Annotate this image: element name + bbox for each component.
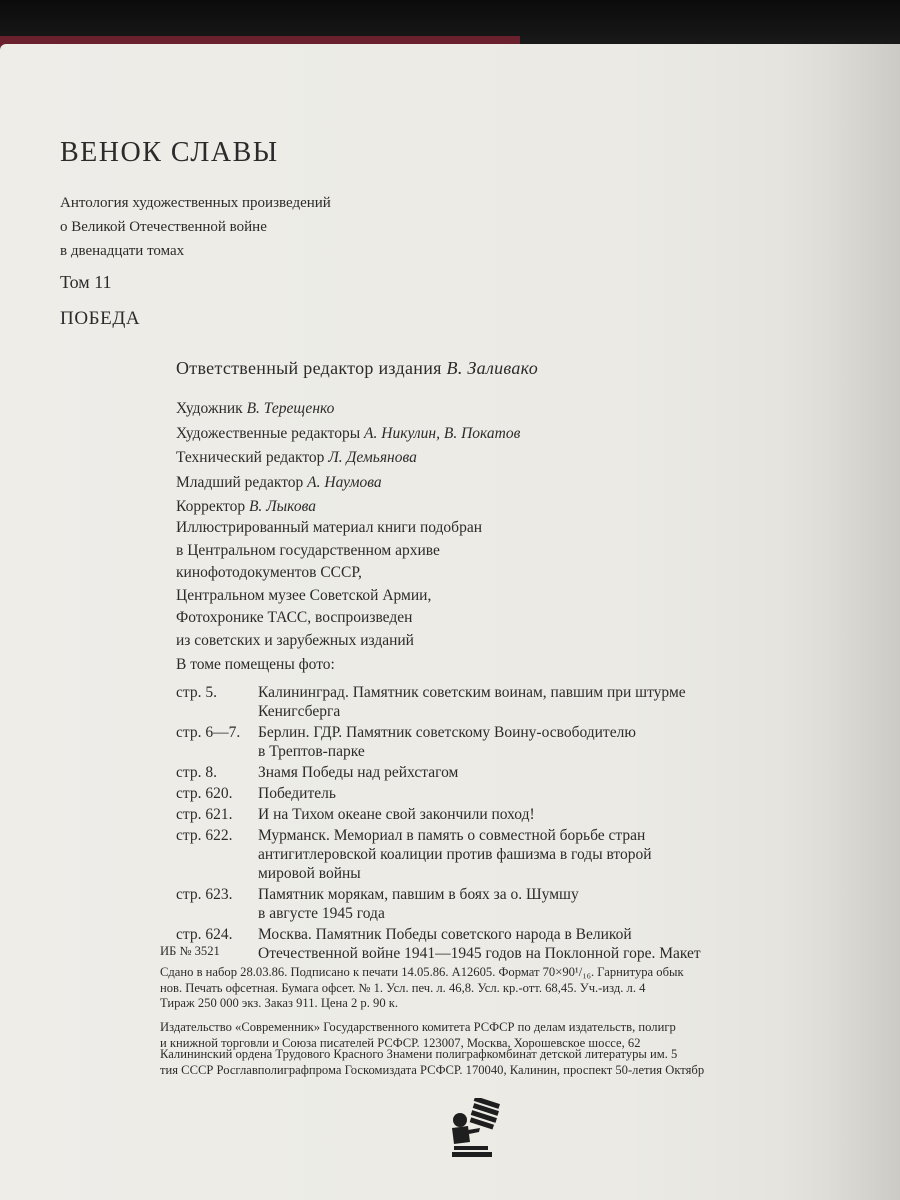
publisher-line: и книжной торговли и Союза писателей РСФСР. 123007, Москва, Хорошевское шоссе, 62 bbox=[160, 1035, 641, 1050]
photo-caption-line: в Трептов-парке bbox=[258, 743, 365, 760]
photo-caption-line: в августе 1945 года bbox=[258, 905, 385, 922]
photo-caption-line: Отечественной войне 1941—1945 годов на Поклонной горе. Макет bbox=[258, 945, 701, 962]
illustrations-line: Иллюстрированный материал книги подобран bbox=[176, 519, 482, 536]
photo-page: стр. 8. bbox=[176, 764, 217, 781]
illustrations-line: Центральном музее Советской Армии, bbox=[176, 586, 432, 604]
credit-role: Технический редактор bbox=[176, 449, 325, 466]
publisher-logo-icon bbox=[446, 1098, 504, 1160]
illustrations-line: из советских и зарубежных изданий bbox=[176, 631, 414, 649]
photo-caption bbox=[258, 826, 652, 883]
photo-page: стр. 620. bbox=[176, 785, 233, 802]
credit-row bbox=[176, 422, 520, 447]
chief-editor-name: В. Заливако bbox=[446, 358, 539, 378]
print-info-line: Сдано в набор 28.03.86. Подписано к печати 14.05.86. А12605. Формат 70×90¹/₁₆. Гарнитура обык bbox=[160, 965, 684, 979]
printer-info bbox=[160, 1047, 704, 1078]
subtitle-line: Антология художественных произведений bbox=[60, 195, 331, 211]
printer-line: тия СССР Росглавполиграфпрома Госкомиздата РСФСР. 170040, Калинин, проспект 50-летия Октябр bbox=[160, 1062, 705, 1077]
photo-item bbox=[176, 784, 896, 803]
photo-page: стр. 624. bbox=[176, 926, 233, 943]
printer-line: Калининский ордена Трудового Красного Знамени полиграфкомбинат детской литературы им. 5 bbox=[160, 1047, 678, 1061]
photo-page: стр. 622. bbox=[176, 827, 233, 844]
chief-editor-label: Ответственный редактор издания bbox=[176, 358, 442, 378]
credit-name: Л. Демьянова bbox=[328, 449, 417, 466]
illustrations-line: в Центральном государственном архиве bbox=[176, 541, 440, 559]
photo-item bbox=[176, 925, 896, 963]
credit-row bbox=[176, 446, 520, 471]
photo-caption-line: Мурманск. Мемориал в память о совместной борьбе стран bbox=[258, 827, 646, 844]
photo-caption-line: Москва. Памятник Победы советского народа в Великой bbox=[258, 926, 632, 943]
photo-page: стр. 5. bbox=[176, 684, 217, 701]
photos-heading: В томе помещены фото: bbox=[176, 656, 335, 673]
volume-title: ПОБЕДА bbox=[60, 308, 141, 329]
credit-row bbox=[176, 495, 520, 520]
photo-page: стр. 621. bbox=[176, 806, 233, 823]
print-info bbox=[160, 965, 684, 1012]
photo-item bbox=[176, 683, 896, 721]
ib-number: ИБ № 3521 bbox=[160, 944, 220, 958]
credit-name: В. Терещенко bbox=[246, 400, 335, 417]
photo-caption bbox=[258, 763, 458, 782]
photo-item bbox=[176, 723, 896, 761]
photo-caption-line: Знамя Победы над рейхстагом bbox=[258, 764, 459, 781]
photo-item bbox=[176, 763, 896, 782]
photo-caption bbox=[258, 885, 579, 923]
illustrations-line: кинофотодокументов СССР, bbox=[176, 564, 362, 581]
photo-caption bbox=[258, 683, 686, 721]
photo-caption bbox=[258, 784, 336, 803]
photo-caption-line: антигитлеровской коалиции против фашизма в годы второй bbox=[258, 846, 652, 863]
credit-name: В. Лыкова bbox=[248, 498, 316, 515]
photo-caption-line: Кенигсберга bbox=[258, 703, 341, 720]
photo-caption bbox=[258, 925, 701, 963]
publisher-line: Издательство «Современник» Государственного комитета РСФСР по делам издательств, полигр bbox=[160, 1020, 676, 1034]
credits-list bbox=[176, 397, 520, 520]
credit-row bbox=[176, 397, 520, 422]
illustrations-line: Фотохронике ТАСС, воспроизведен bbox=[176, 609, 413, 626]
credit-role: Художественные редакторы bbox=[176, 424, 361, 442]
photo-caption bbox=[258, 723, 636, 761]
photo-item bbox=[176, 826, 896, 883]
photo-list bbox=[176, 683, 896, 965]
photo-item bbox=[176, 805, 896, 824]
photo-caption-line: Берлин. ГДР. Памятник советскому Воину-освободителю bbox=[258, 724, 636, 741]
print-info-line: нов. Печать офсетная. Бумага офсет. № 1. Усл. печ. л. 46,8. Усл. кр.-отт. 68,45. Уч.-изд. л. 4 bbox=[160, 980, 646, 995]
photo-item bbox=[176, 885, 896, 923]
photo-caption-line: Калининград. Памятник советским воинам, павшим при штурме bbox=[258, 684, 686, 701]
credit-row bbox=[176, 471, 520, 496]
photo-caption-line: Победитель bbox=[258, 785, 336, 802]
book-title: ВЕНОК СЛАВЫ bbox=[60, 137, 279, 168]
volume-number: Том 11 bbox=[60, 272, 112, 292]
chief-editor bbox=[176, 358, 538, 379]
photo-page: стр. 6—7. bbox=[176, 724, 241, 741]
photo-caption bbox=[258, 805, 535, 824]
credit-name: А. Никулин, В. Покатов bbox=[364, 424, 521, 442]
subtitle-line: о Великой Отечественной войне bbox=[60, 219, 267, 235]
photo-page: стр. 623. bbox=[176, 886, 233, 903]
book-subtitle bbox=[60, 191, 460, 263]
credit-role: Художник bbox=[176, 400, 243, 417]
photo-caption-line: мировой войны bbox=[258, 865, 361, 882]
illustrations-note bbox=[176, 517, 482, 652]
subtitle-line: в двенадцати томах bbox=[60, 243, 185, 259]
credit-role: Корректор bbox=[176, 498, 246, 515]
credit-role: Младший редактор bbox=[176, 473, 304, 491]
photo-caption-line: Памятник морякам, павшим в боях за о. Шумшу bbox=[258, 886, 579, 903]
credit-name: А. Наумова bbox=[307, 473, 382, 491]
print-info-line: Тираж 250 000 экз. Заказ 911. Цена 2 р. 90 к. bbox=[160, 996, 399, 1010]
photo-caption-line: И на Тихом океане свой закончили поход! bbox=[258, 806, 535, 823]
